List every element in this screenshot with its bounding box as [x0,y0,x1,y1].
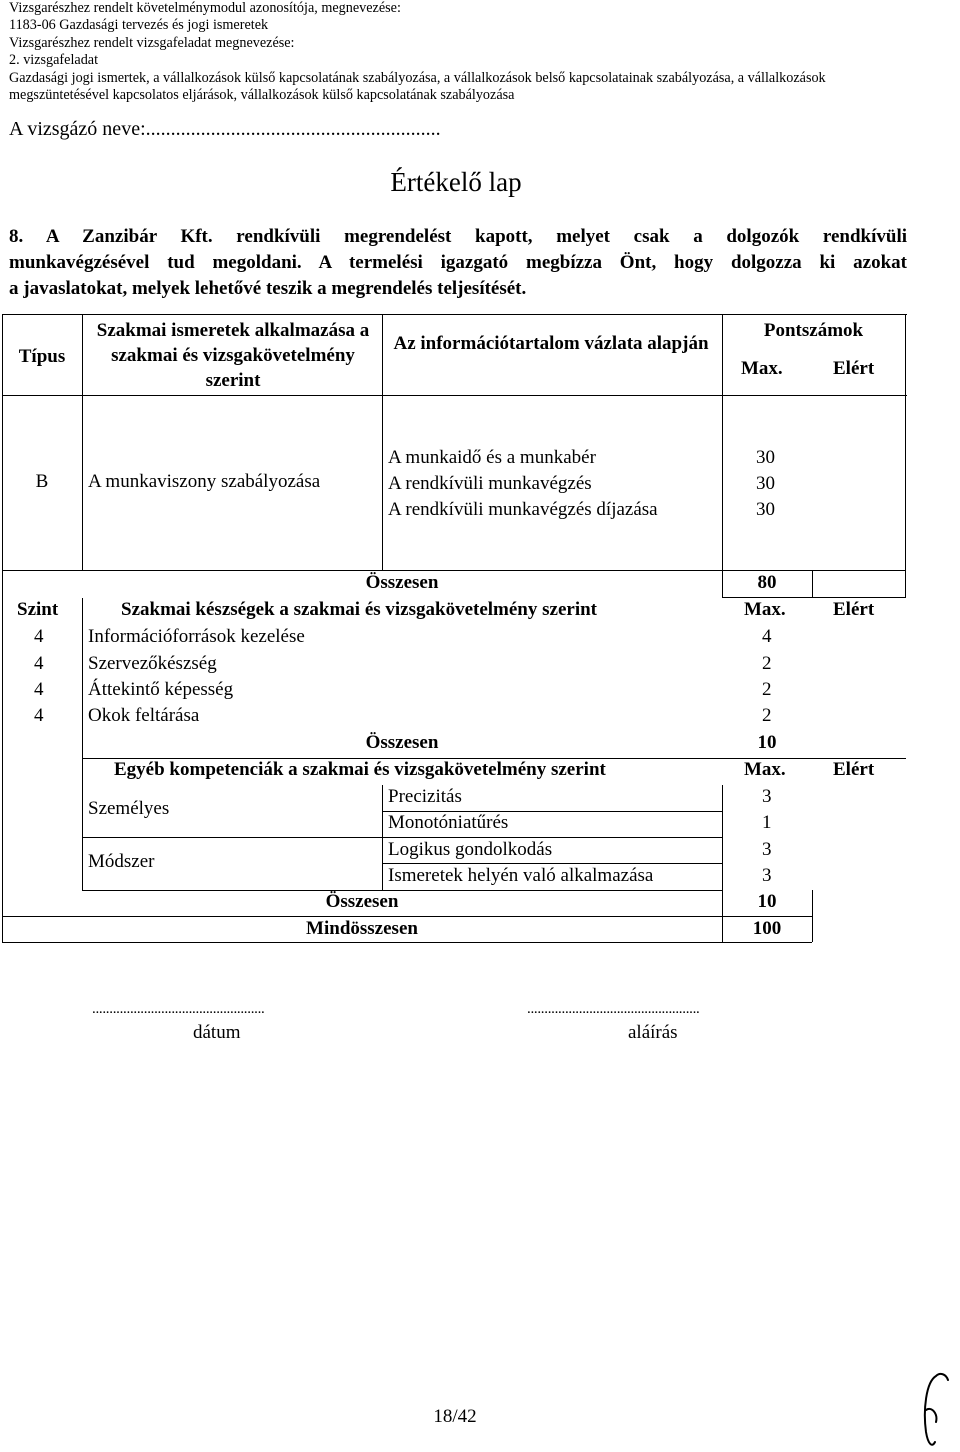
skill-label: Okok feltárása [88,705,200,726]
skills-max-header: Max. [744,599,786,620]
max-value: 30 [756,447,775,468]
skill-max: 2 [762,653,772,674]
competency-max: 3 [762,865,772,886]
task-line: a javaslatokat, melyek lehetővé teszik a megrendelés teljesítését. [9,278,527,299]
skills-level-header: Szint [17,599,59,620]
header-type: Típus [18,346,66,367]
grand-total-max: 100 [752,918,782,939]
header-max: Max. [741,358,783,379]
content-item: A rendkívüli munkavégzés [388,473,592,494]
header-knowledge: Szakmai ismeretek alkalmazása a szakmai és vizsgakövetelmény szerint [96,320,370,391]
competencies-achieved-header: Elért [833,759,875,780]
knowledge-total-label: Összesen [365,572,439,593]
header-line: Gazdasági jogi ismertek, a vállalkozások külső kapcsolatának szabályozása, a vállalkozások belső kapcsolatainak szabályozása, a vállalkozások [9,69,826,86]
page-number: 18/42 [433,1406,477,1427]
skill-level: 4 [34,653,44,674]
competency-max: 3 [762,786,772,807]
content-item: A rendkívüli munkavégzés díjazása [388,499,658,520]
task-line: munkavégzésével tud megoldani. A termelési igazgató megbízza Önt, hogy dolgozza ki azokat [9,252,907,273]
handwritten-initial-icon [918,1370,958,1450]
competency-max: 3 [762,839,772,860]
examinee-name-line: A vizsgázó neve:........................................................... [9,118,441,140]
date-label: dátum [193,1022,241,1043]
signature-label: aláírás [628,1022,678,1043]
header-line: megszüntetésével kapcsolatos eljárások, vállalkozások külső kapcsolatának szabályozása [9,87,515,104]
header-content: Az információtartalom vázlata alapján [393,333,709,354]
grand-total-label: Mindösszesen [306,918,418,939]
max-value: 30 [756,499,775,520]
task-line: 8. A Zanzibár Kft. rendkívüli megrendelést kapott, melyet csak a dolgozók rendkívüli [9,226,907,247]
competency-group-name: Módszer [88,851,155,872]
competency-item: Precizitás [388,786,462,807]
competencies-header: Egyéb kompetenciák a szakmai és vizsgakövetelmény szerint [114,759,606,780]
competency-max: 1 [762,812,772,833]
skills-total-max: 10 [757,732,777,753]
content-item: A munkaidő és a munkabér [388,447,596,468]
skill-level: 4 [34,705,44,726]
competency-item: Ismeretek helyén való alkalmazása [388,865,654,886]
competency-group-name: Személyes [88,798,170,819]
skill-label: Információforrások kezelése [88,626,305,647]
header-achieved: Elért [833,358,875,379]
header-points: Pontszámok [763,320,864,341]
skill-level: 4 [34,679,44,700]
skills-header: Szakmai készségek a szakmai és vizsgakövetelmény szerint [121,599,597,620]
competency-item: Logikus gondolkodás [388,839,553,860]
knowledge-total-max: 80 [757,572,777,593]
skills-achieved-header: Elért [833,599,875,620]
skill-level: 4 [34,626,44,647]
topic-cell: A munkaviszony szabályozása [88,471,321,492]
skill-max: 2 [762,679,772,700]
header-line: 1183-06 Gazdasági tervezés és jogi ismeretek [9,17,269,34]
competency-item: Monotóniatűrés [388,812,509,833]
date-dots: .................................................. [92,1001,265,1017]
header-line: 2. vizsgafeladat [9,52,99,69]
header-line: Vizsgarészhez rendelt követelménymodul azonosítója, megnevezése: [9,0,401,16]
header-line: Vizsgarészhez rendelt vizsgafeladat megnevezése: [9,34,295,51]
page-title: Értékelő lap [390,167,522,197]
competencies-total-max: 10 [757,891,777,912]
content-items [388,445,658,523]
skill-label: Szervezőkészség [88,653,217,674]
skill-label: Áttekintő képesség [88,679,234,700]
skill-max: 4 [762,626,772,647]
content-max-values [756,445,775,523]
competencies-total-label: Összesen [325,891,399,912]
competencies-max-header: Max. [744,759,786,780]
type-cell: B [35,471,49,492]
signature-dots: .................................................. [527,1001,700,1017]
skill-max: 2 [762,705,772,726]
max-value: 30 [756,473,775,494]
skills-total-label: Összesen [365,732,439,753]
